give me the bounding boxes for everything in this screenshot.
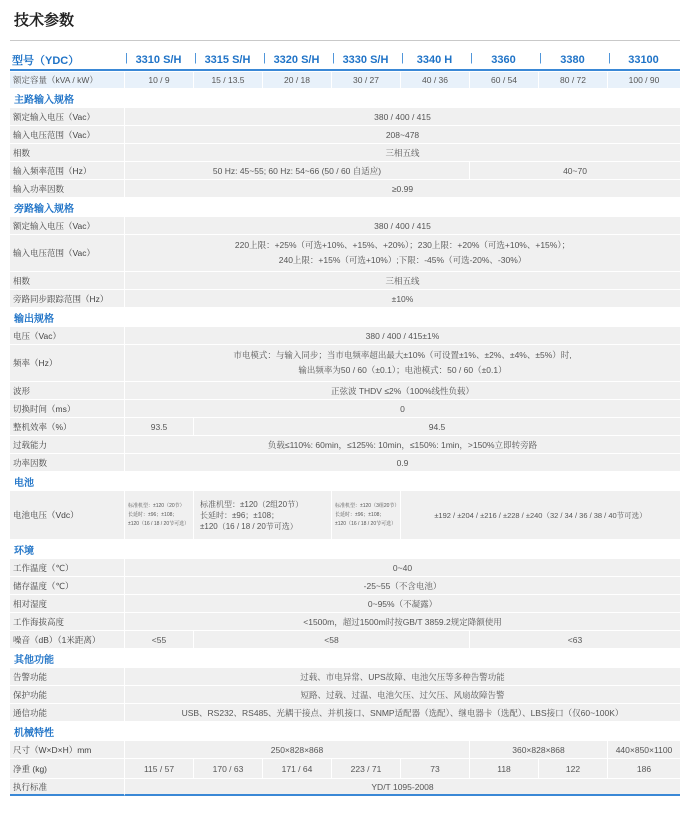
spec-label: 电压（Vac） <box>10 327 124 344</box>
spec-label: 告警功能 <box>10 668 124 685</box>
spec-row <box>10 491 680 539</box>
section-heading-main-input: 主路输入规格 <box>10 89 680 107</box>
model-name: | 33100 <box>607 50 680 71</box>
spec-value-line: 长延时：±96；±108； <box>335 511 385 518</box>
spec-label: 输入电压范围（Vac） <box>10 126 124 143</box>
spec-label: 执行标准 <box>10 779 124 796</box>
spec-value: 0.9 <box>124 454 680 471</box>
capacity-label: 额定容量（kVA / kW） <box>10 72 124 88</box>
spec-row <box>10 162 680 179</box>
spec-row <box>10 144 680 161</box>
section-heading-battery: 电池 <box>10 472 680 490</box>
spec-value-line: 标准机型：±120（2组20节） <box>200 499 304 509</box>
section-heading-bypass-input: 旁路输入规格 <box>10 198 680 216</box>
spec-row <box>10 126 680 143</box>
model-name: | 3340 H <box>400 50 469 71</box>
spec-value: <63 <box>469 631 680 648</box>
section-heading-output: 输出规格 <box>10 308 680 326</box>
section-heading-other: 其他功能 <box>10 649 680 667</box>
spec-value: <58 <box>193 631 469 648</box>
spec-label: 尺寸（W×D×H）mm <box>10 741 124 758</box>
spec-value: ≥0.99 <box>124 180 680 197</box>
spec-value: <1500m，超过1500m时按GB/T 3859.2规定降额使用 <box>124 613 680 630</box>
spec-label: 输入功率因数 <box>10 180 124 197</box>
spec-row <box>10 631 680 648</box>
spec-row <box>10 436 680 453</box>
spec-value-line: 240上限：+15%（可选+10%）;下限：-45%（可选-20%、-30%） <box>278 255 527 265</box>
spec-value: 250×828×868 <box>124 741 469 758</box>
capacity-value: 10 / 9 <box>124 72 193 88</box>
spec-value <box>124 235 680 271</box>
spec-row <box>10 345 680 381</box>
spec-label: 工作海拔高度 <box>10 613 124 630</box>
spec-value <box>193 491 331 539</box>
spec-value-line: 长延时：±96；±108； <box>128 511 178 518</box>
spec-label: 功率因数 <box>10 454 124 471</box>
spec-row <box>10 108 680 125</box>
spec-value <box>124 491 193 539</box>
spec-value: 过载、市电异常、UPS故障、电池欠压等多种告警功能 <box>124 668 680 685</box>
spec-value: 380 / 400 / 415 <box>124 217 680 234</box>
spec-value: 负载≤110%: 60min，≤125%: 10min，≤150%: 1min，>150%立即转旁路 <box>124 436 680 453</box>
model-name: | 3315 S/H <box>193 50 262 71</box>
spec-value: YD/T 1095-2008 <box>124 779 680 796</box>
capacity-value: 60 / 54 <box>469 72 538 88</box>
spec-value: ±10% <box>124 290 680 307</box>
spec-value: 122 <box>538 759 607 778</box>
spec-value: 短路、过载、过温、电池欠压、过欠压、风扇故障告警 <box>124 686 680 703</box>
spec-value: 115 / 57 <box>124 759 193 778</box>
model-header-label: 型号（YDC） <box>10 50 124 71</box>
spec-value: 正弦波 THDV ≤2%（100%线性负载） <box>124 382 680 399</box>
capacity-value: 80 / 72 <box>538 72 607 88</box>
spec-row <box>10 327 680 344</box>
spec-label: 过载能力 <box>10 436 124 453</box>
spec-value: 94.5 <box>193 418 680 435</box>
spec-row <box>10 400 680 417</box>
spec-row <box>10 235 680 271</box>
spec-label: 净重 (kg) <box>10 759 124 778</box>
spec-label: 相对湿度 <box>10 595 124 612</box>
spec-label: 相数 <box>10 272 124 289</box>
spec-row <box>10 559 680 576</box>
spec-value: USB、RS232、RS485、光耦干接点、并机接口、SNMP适配器（选配）、继电器卡（选配）、LBS接口（仅60~100K） <box>124 704 680 721</box>
section-heading-environment: 环境 <box>10 540 680 558</box>
spec-label: 整机效率（%） <box>10 418 124 435</box>
spec-value: 118 <box>469 759 538 778</box>
spec-row <box>10 704 680 721</box>
capacity-value: 15 / 13.5 <box>193 72 262 88</box>
capacity-value: 20 / 18 <box>262 72 331 88</box>
spec-label: 噪音（dB）（1米距离） <box>10 631 124 648</box>
spec-value-line: 标准机型：±120（20节） <box>128 502 185 509</box>
spec-value: 0~95%（不凝露） <box>124 595 680 612</box>
spec-value-line: 输出频率为50 / 60（±0.1）；电池模式：50 / 60（±0.1） <box>298 365 507 375</box>
spec-value: 73 <box>400 759 469 778</box>
spec-table <box>10 49 680 797</box>
spec-value-line: ±120（16 / 18 / 20节可选） <box>128 520 190 527</box>
model-name: | 3320 S/H <box>262 50 331 71</box>
spec-row <box>10 418 680 435</box>
spec-value-line: 220上限：+25%（可选+10%、+15%、+20%）；230上限：+20%（可选+10%、+15%）； <box>234 240 571 250</box>
spec-value-line: 长延时：±96；±108； <box>200 510 280 520</box>
spec-row <box>10 668 680 685</box>
spec-value-line: ±120（16 / 18 / 20节可选） <box>335 520 397 527</box>
spec-value <box>331 491 400 539</box>
spec-row <box>10 454 680 471</box>
spec-label: 工作温度（℃） <box>10 559 124 576</box>
model-name: | 3330 S/H <box>331 50 400 71</box>
spec-value: 380 / 400 / 415±1% <box>124 327 680 344</box>
spec-label: 保护功能 <box>10 686 124 703</box>
spec-label: 额定输入电压（Vac） <box>10 217 124 234</box>
spec-label: 相数 <box>10 144 124 161</box>
spec-value: 93.5 <box>124 418 193 435</box>
spec-value: 40~70 <box>469 162 680 179</box>
spec-label: 输入电压范围（Vac） <box>10 235 124 271</box>
spec-value: 三相五线 <box>124 144 680 161</box>
spec-row <box>10 741 680 758</box>
spec-row <box>10 290 680 307</box>
spec-label: 频率（Hz） <box>10 345 124 381</box>
title-divider <box>10 40 680 41</box>
capacity-row <box>10 72 680 88</box>
spec-label: 储存温度（℃） <box>10 577 124 594</box>
capacity-value: 100 / 90 <box>607 72 680 88</box>
spec-value: 186 <box>607 759 680 778</box>
spec-value: 208~478 <box>124 126 680 143</box>
spec-row <box>10 382 680 399</box>
model-header-row <box>10 50 680 71</box>
spec-value: 50 Hz: 45~55; 60 Hz: 54~66 (50 / 60 自适应) <box>124 162 469 179</box>
spec-row <box>10 686 680 703</box>
spec-value: 三相五线 <box>124 272 680 289</box>
spec-value: 223 / 71 <box>331 759 400 778</box>
spec-row <box>10 180 680 197</box>
spec-value-line: ±120（16 / 18 / 20节可选） <box>200 521 298 531</box>
spec-value: -25~55（不含电池） <box>124 577 680 594</box>
spec-label: 额定输入电压（Vac） <box>10 108 124 125</box>
spec-value: 170 / 63 <box>193 759 262 778</box>
spec-label: 波形 <box>10 382 124 399</box>
spec-value: 171 / 64 <box>262 759 331 778</box>
spec-label: 输入频率范围（Hz） <box>10 162 124 179</box>
capacity-value: 40 / 36 <box>400 72 469 88</box>
spec-row <box>10 779 680 796</box>
spec-label: 电池电压（Vdc） <box>10 491 124 539</box>
spec-row <box>10 217 680 234</box>
spec-label: 切换时间（ms） <box>10 400 124 417</box>
model-name: | 3310 S/H <box>124 50 193 71</box>
model-name: | 3380 <box>538 50 607 71</box>
spec-value: 0~40 <box>124 559 680 576</box>
spec-row <box>10 272 680 289</box>
section-heading-mechanical: 机械特性 <box>10 722 680 740</box>
spec-row <box>10 759 680 778</box>
page-title: 技术参数 <box>14 12 75 29</box>
spec-value: 440×850×1100 <box>607 741 680 758</box>
spec-row <box>10 613 680 630</box>
spec-value-line: 市电模式：与输入同步；当市电频率超出最大±10%（可设置±1%、±2%、±4%、±5%）时, <box>233 350 572 360</box>
spec-value: 380 / 400 / 415 <box>124 108 680 125</box>
spec-value: ±192 / ±204 / ±216 / ±228 / ±240（32 / 34 / 36 / 38 / 40节可选） <box>400 491 680 539</box>
model-name: | 3360 <box>469 50 538 71</box>
spec-value: 360×828×868 <box>469 741 607 758</box>
capacity-value: 30 / 27 <box>331 72 400 88</box>
spec-label: 旁路同步跟踪范围（Hz） <box>10 290 124 307</box>
spec-label: 通信功能 <box>10 704 124 721</box>
spec-value: 0 <box>124 400 680 417</box>
spec-value <box>124 345 680 381</box>
spec-row <box>10 595 680 612</box>
spec-row <box>10 577 680 594</box>
spec-value: <55 <box>124 631 193 648</box>
spec-value-line: 标准机型：±120（3组20节） <box>335 502 400 509</box>
